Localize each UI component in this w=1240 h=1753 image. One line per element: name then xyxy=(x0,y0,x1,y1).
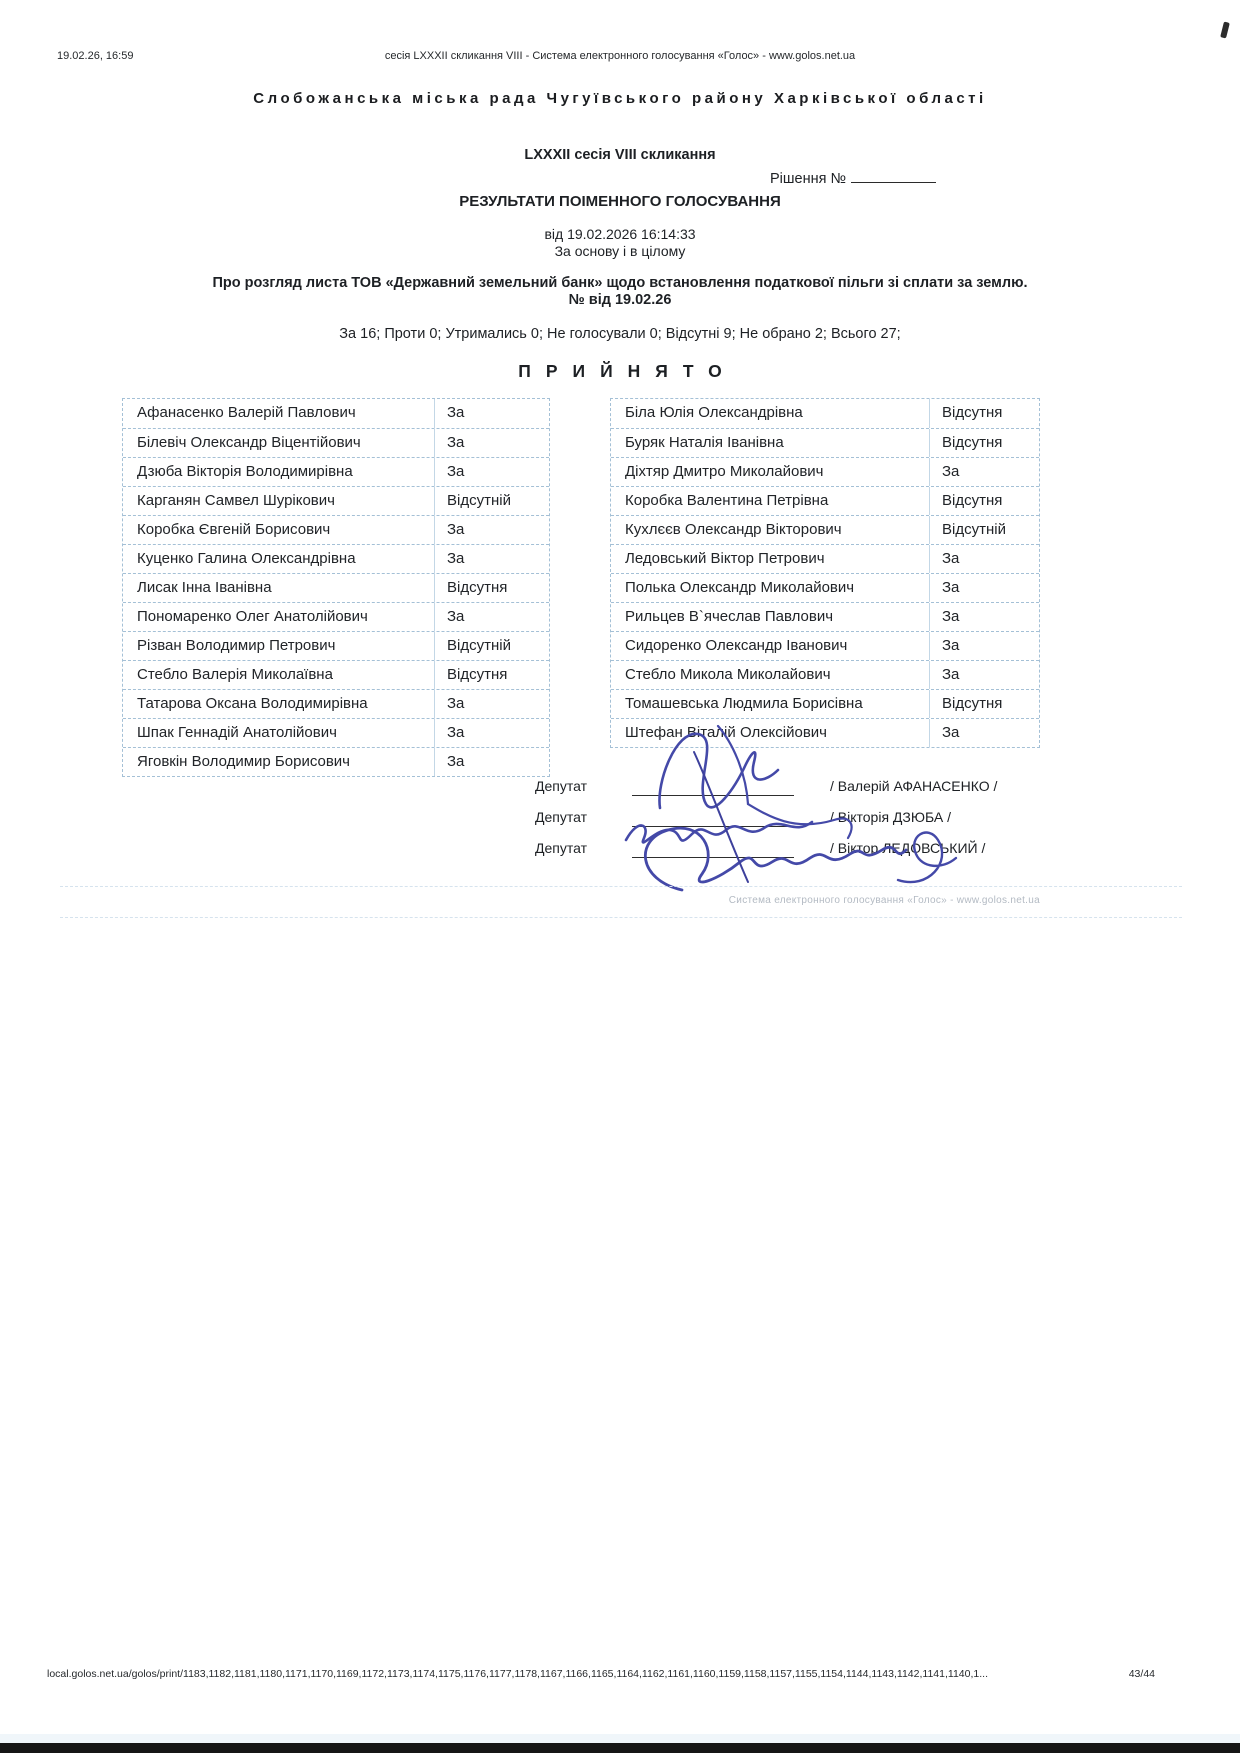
council-title: Слобожанська міська рада Чугуївського району Харківської області xyxy=(253,90,987,107)
vote-value: За xyxy=(434,690,549,718)
vote-value: За xyxy=(434,429,549,457)
print-footer xyxy=(47,1668,1155,1680)
table-row xyxy=(123,457,549,486)
vote-value: Відсутній xyxy=(929,516,1039,544)
scan-edge-band xyxy=(0,1734,1240,1743)
vote-datetime: від 19.02.2026 16:14:33 xyxy=(544,226,696,242)
table-row xyxy=(123,544,549,573)
deputy-name: Ледовський Віктор Петрович xyxy=(625,550,825,567)
table-row xyxy=(611,544,1039,573)
vote-value: Відсутня xyxy=(434,574,549,602)
signature-row xyxy=(0,803,1240,834)
vote-value: Відсутня xyxy=(434,661,549,689)
signature-name: / Віктор ЛЕДОВСЬКИЙ / xyxy=(830,840,986,856)
signature-name: / Вікторія ДЗЮБА / xyxy=(830,809,951,825)
vote-value: За xyxy=(434,545,549,573)
deputy-name: Сидоренко Олександр Іванович xyxy=(625,637,848,654)
print-header-title: сесія LXXXII скликання VIII - Система електронного голосування «Голос» - www.golos.net.ua xyxy=(384,50,856,62)
print-header xyxy=(0,50,1240,66)
signature-line xyxy=(632,795,794,796)
deputy-name: Стебло Микола Миколайович xyxy=(625,666,831,683)
vote-value: За xyxy=(929,632,1039,660)
vote-totals: За 16; Проти 0; Утримались 0; Не голосували 0; Відсутні 9; Не обрано 2; Всього 27; xyxy=(339,326,901,342)
signature-row xyxy=(0,834,1240,865)
vote-value: За xyxy=(434,399,549,428)
table-row xyxy=(123,573,549,602)
vote-subject xyxy=(60,275,1180,309)
table-row xyxy=(611,515,1039,544)
vote-table-left xyxy=(122,398,550,777)
table-row xyxy=(611,718,1039,747)
scan-edge-bar xyxy=(0,1743,1240,1753)
decision-number-blank xyxy=(851,169,936,183)
deputy-name: Афанасенко Валерій Павлович xyxy=(137,404,356,421)
table-row xyxy=(123,515,549,544)
scan-artifact-mark xyxy=(1220,22,1230,39)
print-timestamp: 19.02.26, 16:59 xyxy=(57,50,134,62)
deputy-name: Штефан Віталій Олексійович xyxy=(625,724,827,741)
table-row xyxy=(611,631,1039,660)
vote-value: За xyxy=(434,719,549,747)
deputy-name: Куценко Галина Олександрівна xyxy=(137,550,356,567)
table-row xyxy=(123,486,549,515)
vote-value: Відсутній xyxy=(434,632,549,660)
table-row xyxy=(123,428,549,457)
deputy-name: Діхтяр Дмитро Миколайович xyxy=(625,463,824,480)
vote-value: Відсутня xyxy=(929,399,1039,428)
vote-value: Відсутня xyxy=(929,429,1039,457)
vote-value: Відсутня xyxy=(929,690,1039,718)
session-title: LXXXII сесія VIII скликання xyxy=(524,147,716,163)
vote-value: За xyxy=(929,545,1039,573)
table-row xyxy=(123,399,549,428)
deputy-name: Дзюба Вікторія Володимирівна xyxy=(137,463,353,480)
vote-table-right xyxy=(610,398,1040,748)
deputy-name: Шпак Геннадій Анатолійович xyxy=(137,724,337,741)
table-row xyxy=(123,602,549,631)
vote-subject-line2: № від 19.02.26 xyxy=(568,292,672,308)
table-row xyxy=(611,573,1039,602)
vote-value: За xyxy=(929,458,1039,486)
print-url: local.golos.net.ua/golos/print/1183,1182,1181,1180,1171,1170,1169,1172,1173,1174,1175,1176,1177,1178,1167,1166,1165,1164,1162,1161,1160,1159,1158,1157,1155,1154,1144,1143,1142,1141,1140,1... xyxy=(47,1668,988,1680)
vote-value: За xyxy=(434,516,549,544)
deputy-name: Карганян Самвел Шурікович xyxy=(137,492,335,509)
signature-row xyxy=(0,772,1240,803)
table-row xyxy=(123,660,549,689)
signature-line xyxy=(632,857,794,858)
table-row xyxy=(611,689,1039,718)
divider-line xyxy=(60,917,1182,918)
deputy-name: Томашевська Людмила Борисівна xyxy=(625,695,863,712)
system-watermark: Система електронного голосування «Голос» - www.golos.net.ua xyxy=(728,895,1040,906)
table-row xyxy=(123,631,549,660)
deputy-name: Полька Олександр Миколайович xyxy=(625,579,855,596)
vote-subject-line1: Про розгляд листа ТОВ «Державний земельний банк» щодо встановлення податкової пільги зі сплати за землю. xyxy=(212,275,1028,291)
signature-block xyxy=(0,772,1240,865)
divider-line xyxy=(60,886,1182,887)
table-row xyxy=(123,718,549,747)
deputy-name: Лисак Інна Іванівна xyxy=(137,579,272,596)
table-row xyxy=(611,602,1039,631)
deputy-name: Татарова Оксана Володимирівна xyxy=(137,695,368,712)
deputy-name: Біла Юлія Олександрівна xyxy=(625,404,803,421)
vote-outcome: ПРИЙНЯТО xyxy=(518,361,737,381)
table-row xyxy=(611,457,1039,486)
vote-value: За xyxy=(434,458,549,486)
deputy-name: Білевіч Олександр Віцентійович xyxy=(137,434,361,451)
deputy-name: Різван Володимир Петрович xyxy=(137,637,336,654)
vote-value: Відсутня xyxy=(929,487,1039,515)
signature-line xyxy=(632,826,794,827)
deputy-name: Буряк Наталія Іванівна xyxy=(625,434,784,451)
vote-value: За xyxy=(434,748,549,776)
table-row xyxy=(123,689,549,718)
deputy-name: Коробка Валентина Петрівна xyxy=(625,492,829,509)
deputy-name: Коробка Євгеній Борисович xyxy=(137,521,331,538)
results-title: РЕЗУЛЬТАТИ ПОІМЕННОГО ГОЛОСУВАННЯ xyxy=(459,193,781,210)
signature-role-label: Депутат xyxy=(535,778,587,794)
page-number: 43/44 xyxy=(1128,1668,1155,1680)
vote-value: За xyxy=(929,603,1039,631)
table-row xyxy=(611,486,1039,515)
table-row xyxy=(611,399,1039,428)
vote-value: За xyxy=(929,719,1039,747)
vote-value: Відсутній xyxy=(434,487,549,515)
deputy-name: Рильцев В`ячеслав Павлович xyxy=(625,608,834,625)
decision-label: Рішення № xyxy=(770,171,847,187)
table-row xyxy=(611,660,1039,689)
signature-role-label: Депутат xyxy=(535,840,587,856)
vote-value: За xyxy=(434,603,549,631)
vote-basis: За основу і в цілому xyxy=(554,243,686,259)
deputy-name: Стебло Валерія Миколаївна xyxy=(137,666,333,683)
deputy-name: Кухлєєв Олександр Вікторович xyxy=(625,521,842,538)
signature-name: / Валерій АФАНАСЕНКО / xyxy=(830,778,998,794)
vote-value: За xyxy=(929,574,1039,602)
vote-value: За xyxy=(929,661,1039,689)
deputy-name: Яговкін Володимир Борисович xyxy=(137,753,350,770)
deputy-name: Пономаренко Олег Анатолійович xyxy=(137,608,368,625)
decision-number-line xyxy=(770,169,936,187)
signature-role-label: Депутат xyxy=(535,809,587,825)
table-row xyxy=(611,428,1039,457)
